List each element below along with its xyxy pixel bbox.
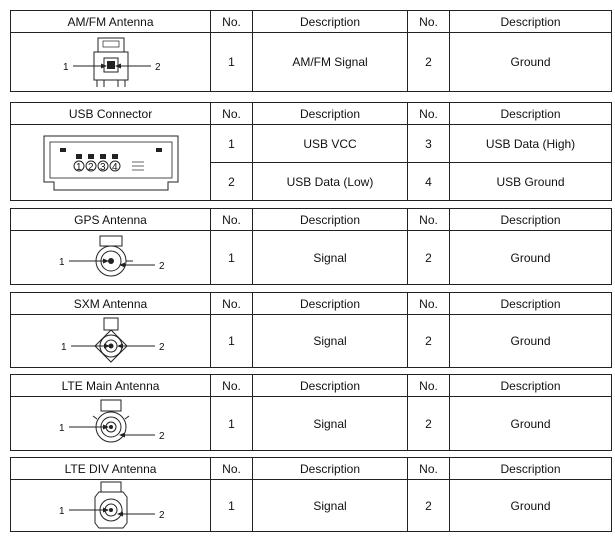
- callout-1: 1: [58, 422, 65, 434]
- pin-number: 1: [211, 125, 253, 163]
- sxm-connector-icon: [41, 316, 181, 367]
- pin-number: 2: [408, 480, 450, 532]
- col-header-no: No.: [211, 103, 253, 125]
- callout-1: 1: [62, 61, 69, 73]
- pin-number: 2: [408, 397, 450, 451]
- col-header-no: No.: [408, 293, 450, 315]
- col-header-no: No.: [408, 375, 450, 397]
- col-header-description: Description: [253, 209, 408, 231]
- callout-1: 1: [58, 256, 65, 268]
- col-header-description: Description: [253, 458, 408, 480]
- usb-pin-label: 4: [111, 161, 118, 173]
- lte-main-antenna-table: [10, 374, 612, 451]
- usb-connector-table: [10, 102, 612, 201]
- usb-pin-label: 1: [75, 161, 82, 173]
- pin-number: 1: [211, 397, 253, 451]
- pin-description: AM/FM Signal: [253, 33, 408, 92]
- amfm-antenna-title: AM/FM Antenna: [11, 11, 211, 33]
- pin-number: 4: [408, 163, 450, 201]
- col-header-description: Description: [450, 209, 612, 231]
- pin-description: USB VCC: [253, 125, 408, 163]
- callout-2: 2: [154, 61, 161, 73]
- col-header-no: No.: [408, 209, 450, 231]
- col-header-description: Description: [253, 293, 408, 315]
- pin-description: Signal: [253, 315, 408, 368]
- amfm-antenna-table: [10, 10, 612, 92]
- pin-number: 2: [408, 33, 450, 92]
- pin-number: 1: [211, 33, 253, 92]
- lte-main-antenna-title: LTE Main Antenna: [11, 375, 211, 397]
- pin-description: Ground: [450, 315, 612, 368]
- sxm-antenna-title: SXM Antenna: [11, 293, 211, 315]
- pin-description: USB Data (Low): [253, 163, 408, 201]
- lte-div-connector-icon: [41, 481, 181, 531]
- usb-pin-label: 2: [87, 161, 94, 173]
- gps-antenna-diagram: [11, 231, 211, 285]
- gps-connector-icon: [41, 232, 181, 284]
- gps-antenna-title: GPS Antenna: [11, 209, 211, 231]
- pin-description: Ground: [450, 231, 612, 285]
- pin-description: Signal: [253, 231, 408, 285]
- callout-1: 1: [60, 341, 67, 353]
- amfm-connector-icon: [41, 34, 181, 91]
- usb-connector-icon: [36, 126, 186, 200]
- col-header-description: Description: [450, 375, 612, 397]
- pin-description: USB Ground: [450, 163, 612, 201]
- pin-description: Ground: [450, 397, 612, 451]
- lte-div-antenna-title: LTE DIV Antenna: [11, 458, 211, 480]
- col-header-description: Description: [450, 458, 612, 480]
- pin-number: 1: [211, 480, 253, 532]
- usb-connector-title: USB Connector: [11, 103, 211, 125]
- col-header-no: No.: [408, 103, 450, 125]
- col-header-description: Description: [253, 103, 408, 125]
- lte-main-connector-icon: [41, 398, 181, 450]
- lte-main-antenna-diagram: [11, 397, 211, 451]
- col-header-no: No.: [211, 11, 253, 33]
- pin-number: 1: [211, 315, 253, 368]
- col-header-description: Description: [450, 11, 612, 33]
- callout-2: 2: [158, 341, 165, 353]
- pin-number: 2: [408, 231, 450, 285]
- col-header-description: Description: [450, 103, 612, 125]
- callout-2: 2: [158, 260, 165, 272]
- pin-description: Signal: [253, 480, 408, 532]
- col-header-description: Description: [253, 11, 408, 33]
- col-header-description: Description: [450, 293, 612, 315]
- callout-2: 2: [158, 430, 165, 442]
- callout-1: 1: [58, 505, 65, 517]
- pin-number: 2: [408, 315, 450, 368]
- gps-antenna-table: [10, 208, 612, 285]
- pin-description: USB Data (High): [450, 125, 612, 163]
- col-header-no: No.: [211, 209, 253, 231]
- pin-description: Signal: [253, 397, 408, 451]
- pin-description: Ground: [450, 33, 612, 92]
- usb-pin-label: 3: [99, 161, 106, 173]
- callout-2: 2: [158, 509, 165, 521]
- lte-div-antenna-table: [10, 457, 612, 532]
- pin-number: 1: [211, 231, 253, 285]
- col-header-no: No.: [211, 293, 253, 315]
- amfm-antenna-diagram: [11, 33, 211, 92]
- col-header-no: No.: [211, 458, 253, 480]
- col-header-no: No.: [211, 375, 253, 397]
- pin-description: Ground: [450, 480, 612, 532]
- col-header-no: No.: [408, 11, 450, 33]
- col-header-no: No.: [408, 458, 450, 480]
- col-header-description: Description: [253, 375, 408, 397]
- lte-div-antenna-diagram: [11, 480, 211, 532]
- pin-number: 3: [408, 125, 450, 163]
- sxm-antenna-table: [10, 292, 612, 368]
- usb-connector-diagram: [11, 125, 211, 201]
- sxm-antenna-diagram: [11, 315, 211, 368]
- pin-number: 2: [211, 163, 253, 201]
